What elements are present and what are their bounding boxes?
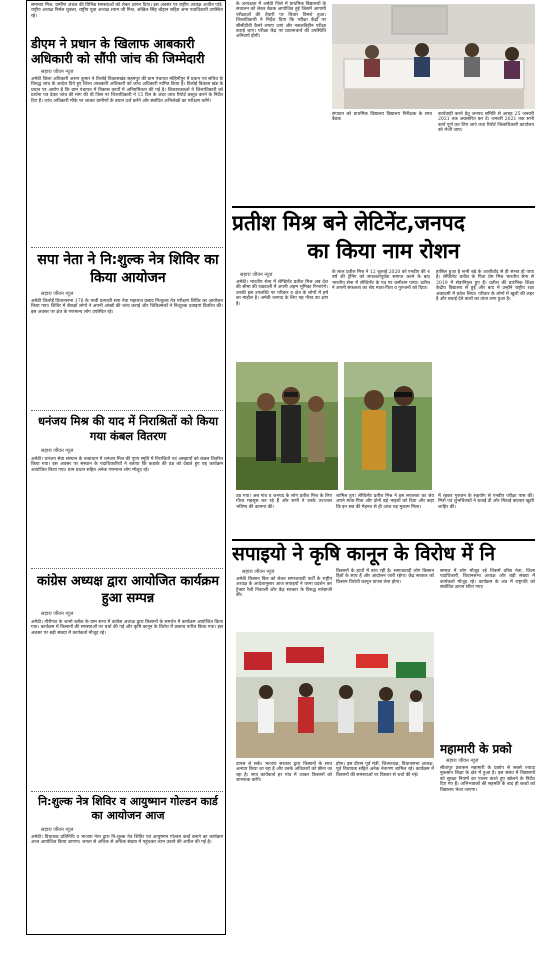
byline: सहारा जीवन न्यूज bbox=[240, 272, 273, 278]
divider bbox=[31, 791, 223, 792]
lieutenant-col1: अमेठी। भारतीय सेना में लेफ्टिनेंट प्रतीश मिश्र अब देश की सीमा की रखवाली में अपनी अहम भूमिका निभाएंगे। उनकी इस उपलब्धि पर परिवार व क्षेत्र के लोगों में हर्ष का माहौल है। अमेठी जनपद के लिए यह गौरव का क्षण है। bbox=[236, 280, 328, 307]
lieutenant-photo-left bbox=[236, 362, 338, 490]
article-headline-excise: डीएम ने प्रधान के खिलाफ आबकारी अधिकारी को सौंपी जांच की जिम्मेदारी bbox=[31, 36, 205, 66]
divider bbox=[31, 247, 223, 248]
byline: सहारा जीवन न्यूज bbox=[41, 827, 74, 833]
article-headline-golden-card: नि:शुल्क नेत्र शिविर व आयुष्मान गोल्डन कार्ड का आयोजन आज bbox=[38, 795, 218, 822]
divider bbox=[31, 410, 223, 411]
byline: सहारा जीवन न्यूज bbox=[41, 69, 74, 75]
byline: सहारा जीवन न्यूज bbox=[446, 758, 479, 764]
lieutenant-photo-right-art bbox=[344, 362, 432, 490]
sp-col3: समाज में लोग मौजूद रहे जिसमें वरिष्ठ नेता, जिला पदाधिकारी, विधानसभा अध्यक्ष और बड़ी संख्या में कार्यकर्ता मौजूद रहे। कार्यक्रम के अंत में राष्ट्रपति को संबोधित ज्ञापन सौंपा गया। bbox=[440, 569, 535, 591]
sp-below1: वापस ले सकें। भाजपा सरकार द्वारा किसानों के साथ अन्याय किया जा रहा है और उनके अधिकारों को छीना जा रहा है। सपा कार्यकर्ता हर गांव में जाकर किसानों को जागरूक करेंगे। bbox=[236, 762, 332, 784]
protest-photo bbox=[236, 632, 434, 758]
divider bbox=[31, 568, 223, 569]
top-article-col3: कार्यवाही करने हेतु जनपद समिति से आग्रह 25 जनवरी 2021 तक अग्रसारित कर दें। जनवरी 2021 तक सभी कार्य पूर्ण कर लिए जाएं तथा रिपोर्ट जिलाधिकारी कार्यालय को भेजी जाए। bbox=[438, 112, 534, 134]
article-body-excise: अमेठी जिला अधिकारी अरुण कुमार ने तिलोई विकासखंड सहमपुर की ग्राम पंचायत मोहिनीपुर में प्रधान एवं सचिव के विरुद्ध जांच के आदेश दिये हुए जिला आबकारी अधिकारी को जांच अधिकारी नामित किया है। तिलोई विकास खंड के प्रधान पर आरोप है कि ग्राम पंचायत में विकास कार्यों में अनियमितता की गई है। शिकायतकर्ता ने जिलाधिकारी को प्रार्थना पत्र देकर जांच की मांग की थी जिस पर जिलाधिकारी ने 15 दिन के अंदर जांच रिपोर्ट प्रस्तुत करने के निर्देश दिए हैं। जांच अधिकारी मौके पर जाकर ग्रामीणों के बयान दर्ज करेंगे और संबंधित अभिलेखों का परीक्षण करेंगे। bbox=[31, 77, 223, 104]
byline: सहारा जीवन न्यूज bbox=[41, 611, 74, 617]
byline: सहारा जीवन न्यूज bbox=[41, 291, 74, 297]
section-rule bbox=[232, 206, 535, 208]
lieutenant-under2: शामिल हुए। लेफ्टिनेंट प्रतीश मिश्र ने इस सफलता का श्रेय अपने माता-पिता और दोनों बड़े भाइयों को दिया और कहा कि इन सब की मेहनत से ही आज यह मुकाम मिला। bbox=[336, 494, 434, 510]
section-rule bbox=[232, 539, 535, 541]
sp-col1: अमेठी किसान बिल को लेकर समाजवादी पार्टी के राष्ट्रीय अध्यक्ष के आदेशानुसार आज सपाइयों ने धरना प्रदर्शन कर ट्रैक्टर रैली निकाली और केंद्र सरकार के विरुद्ध नारेबाजी की। bbox=[236, 577, 332, 599]
top-article-col1: के अध्यक्षता में अमेठी जिले में प्राथमिक विद्यालयों के संचालन को लेकर बैठक आयोजित हुई जिसमें आगामी परीक्षाओं की तैयारी पर विचार विमर्श हुआ। जिलाधिकारी ने निर्देश दिया कि परीक्षा केंद्रों पर सीसीटीवी कैमरे लगाए जाएं और नकलविहीन परीक्षा कराई जाए। परीक्षा केंद्र पर प्रधानाचार्य की उपस्थिति अनिवार्य होगी। bbox=[236, 2, 326, 40]
left-column bbox=[26, 0, 226, 935]
lieutenant-headline-1: प्रतीश मिश्र बने लेटिनेंट,जनपद bbox=[232, 211, 465, 235]
lieutenant-headline-2: का किया नाम रोशन bbox=[307, 239, 460, 263]
article-headline-congress: कांग्रेस अध्यक्ष द्वारा आयोजित कार्यक्रम हुआ सम्पन्न bbox=[36, 574, 220, 606]
top-article-caption: संपादन को प्राथमिक विद्यालय विद्यालय निरीक्षक के साथ बैठक bbox=[332, 112, 432, 123]
lieutenant-photo-right bbox=[344, 362, 432, 490]
sp-below2: होगा। इस दौरान पूर्व मंत्री, जिलाध्यक्ष, विधानसभा अध्यक्ष, पूर्व विधायक सहित अनेक नेतागण शामिल रहे। कार्यक्रम में किसानों की समस्याओं पर विस्तार से चर्चा की गई। bbox=[336, 762, 434, 778]
byline: सहारा जीवन न्यूज bbox=[242, 569, 275, 575]
lieutenant-col3: हासिल हुआ है सभी बड़े के आशीर्वाद से ही संभव हो पाया है। लेफ्टिनेंट प्रतीश के पिता प्रेम मिश्र भारतीय सेना से 2019 में सेवानिवृत्त हुए हैं। प्रतीश की प्रारंभिक शिक्षा केंद्रीय विद्यालय से हुई और बाद में उन्होंने राष्ट्रीय रक्षा अकादमी में प्रवेश लिया। परिवार के लोगों में खुशी की लहर है और बधाई देने वालों का तांता लगा हुआ है। bbox=[436, 270, 534, 303]
lieutenant-photo-left-art bbox=[236, 362, 338, 490]
protest-photo-art bbox=[236, 632, 434, 758]
meeting-photo bbox=[332, 4, 535, 109]
article-body-congress: अमेठी। गौरीगंज के जामो ब्लॉक के ग्राम सभा में कांग्रेस अध्यक्ष द्वारा किसानों के समर्थन में कार्यक्रम आयोजित किया गया। कार्यक्रम में किसानों की समस्याओं पर चर्चा की गई और कृषि कानून के विरोध में प्रस्ताव पारित किया गया। इस अवसर पर बड़ी संख्या में कार्यकर्ता मौजूद रहे। bbox=[31, 620, 223, 636]
article-headline-blanket: धनंजय मिश्र की याद में निराश्रितों को किया गया कंबल वितरण bbox=[37, 414, 219, 443]
lieutenant-under3: में रहकर गुरुजन के सहयोग से एनडीए परीक्षा पास की। मित्रों एवं शुभचिंतकों ने बधाई दी और मिठाई बांटकर खुशी जाहिर की। bbox=[438, 494, 534, 510]
epidemic-body: सीतापुर प्रशासन महामारी के प्रकोप से सबसे ज्यादा नुकसान शिक्षा के क्षेत्र में हुआ है। इस संबंध में विद्यालयों को सुरक्षा नियमों का पालन करते हुए खोलने के निर्देश दिए गए हैं। अभिभावकों की सहमति के बाद ही बच्चों को विद्यालय भेजा जाएगा। bbox=[440, 766, 535, 793]
article-body-eye-camp: अमेठी जिलोई विधानसभा 178 के भावी प्रत्याशी सपा नेता महाराज प्रसाद निःशुल्क नेत्र परीक्षण शिविर का आयोजन किया गया। शिविर में सैकड़ों लोगों ने अपनी आंखों की जांच कराई और चिकित्सकों ने निःशुल्क दवाइयां वितरित की। इस अवसर पर क्षेत्र के गणमान्य लोग उपस्थित रहे। bbox=[31, 299, 223, 315]
lieutenant-under1: उठ गया। अब गांव व जनपद के लोग प्रतीश मिश्र के लिए गौरव महसूस कर रहे हैं और सभी ने उनके उज्ज्वल भविष्य की कामना की। bbox=[236, 494, 332, 510]
article-headline-eye-camp: सपा नेता ने नि:शुल्क नेत्र शिविर का किया आयोजन bbox=[37, 252, 219, 286]
sp-headline: सपाइयो ने कृषि कानून के विरोध में नि bbox=[232, 543, 496, 565]
sp-col2: किसानों के हाथों में बांध रही है। समाजवादी लोग किसान हितों के साथ हैं और आंदोलन जारी रहेगा। केंद्र सरकार को किसान विरोधी कानून वापस लेना होगा। bbox=[336, 569, 434, 585]
byline: सहारा जीवन न्यूज bbox=[41, 448, 74, 454]
top-snippet: समन्‍वय मिश्र, ग्रामीण अंचल की विभिन्न समस्याओं को लेकर ज्ञापन दिया। इस अवसर पर राष्ट्रीय अध्यक्ष अजीत पांडे, राष्ट्रीय अध्यक्ष निर्मल शुक्ला, राष्ट्रीय युवा अध्यक्ष श्याम जी मिश्र, अखिल सिंह चौहान सहित अन्य पदाधिकारी उपस्थित रहे। bbox=[31, 3, 223, 19]
lieutenant-col2: के लाल प्रतीश मिश्र ने 12 जुलाई 2020 को एनडीए की 4 वर्ष की ट्रेनिंग को सफलतापूर्वक समाप्त करने के बाद भारतीय सेना में लेफ्टिनेंट के पद पर कमीशन पाया। प्रतीश ने अपनी सफलता का श्रेय माता-पिता व गुरुजनों को दिया। bbox=[332, 270, 430, 292]
epidemic-headline: महामारी के प्रको bbox=[440, 742, 512, 756]
article-body-golden-card: अमेठी। विधायक प्रतिनिधि व भाजपा नेता द्वारा नि:शुल्क नेत्र शिविर एवं आयुष्मान गोल्डन कार्ड बनाने का कार्यक्रम आज आयोजित किया जाएगा। जनता से अधिक से अधिक संख्या में पहुंचकर लाभ उठाने की अपील की गई है। bbox=[31, 835, 223, 846]
article-body-blanket: अमेठी। धनंजय सेवा संस्थान के तत्वाधान में धनंजय मिश्र की पुण्य स्मृति में निराश्रितों एवं असहायों को कंबल वितरित किया गया। इस अवसर पर संस्थान के पदाधिकारियों ने बताया कि कड़ाके की ठंड को देखते हुए यह कार्यक्रम आयोजित किया गया। ग्राम प्रधान सहित अनेक गणमान्य लोग मौजूद रहे। bbox=[31, 457, 223, 473]
meeting-photo-art bbox=[332, 4, 535, 109]
